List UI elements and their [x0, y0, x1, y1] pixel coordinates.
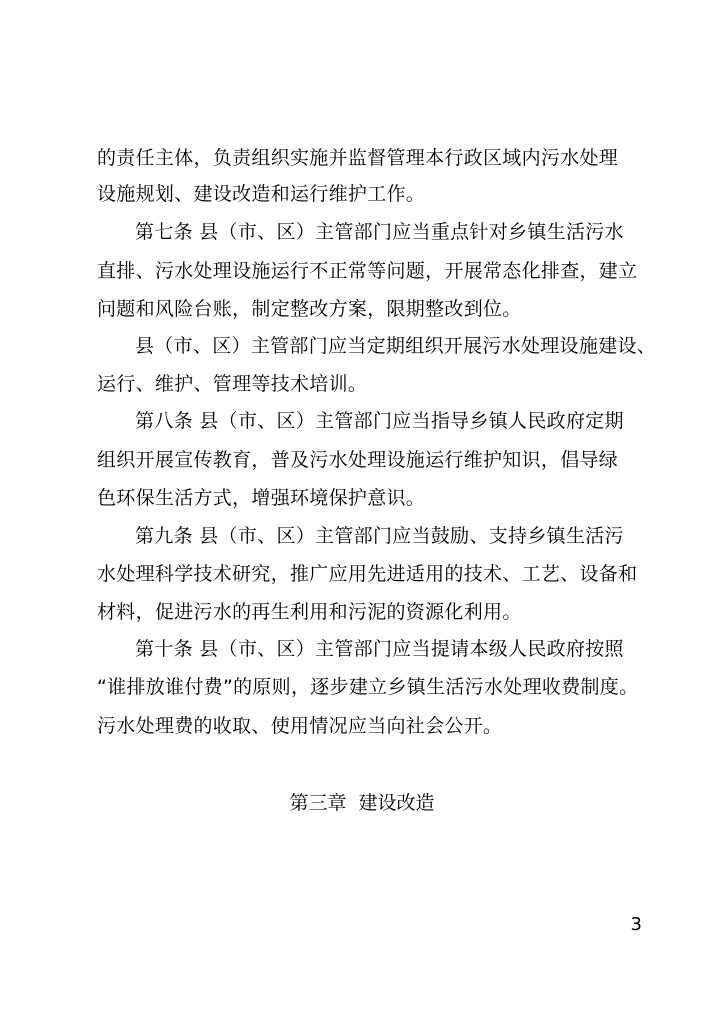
text-line: 运行、维护、管理等技术培训。	[97, 373, 368, 395]
text-line: 问题和风险台账，制定整改方案，限期整改到位。	[97, 298, 522, 320]
text-line: 县（市、区）主管部门应当定期组织开展污水处理设施建设、	[135, 335, 657, 357]
page-number: 3	[630, 914, 642, 935]
text-line: 的责任主体，负责组织实施并监督管理本行政区域内污水处理	[97, 147, 619, 169]
article-9-line: 第九条 县（市、区）主管部门应当鼓励、支持乡镇生活污	[135, 525, 624, 547]
text-line: 直排、污水处理设施运行不正常等问题，开展常态化排查，建立	[97, 260, 638, 282]
text-line: 水处理科学技术研究，推广应用先进适用的技术、工艺、设备和	[97, 563, 638, 585]
text-line: “谁排放谁付费”的原则，逐步建立乡镇生活污水处理收费制度。	[97, 676, 639, 698]
text-line: 色环保生活方式，增强环境保护意识。	[97, 487, 426, 509]
article-10-line: 第十条 县（市、区）主管部门应当提请本级人民政府按照	[135, 638, 624, 660]
article-8-line: 第八条 县（市、区）主管部门应当指导乡镇人民政府定期	[135, 410, 624, 432]
chapter-title: 第三章 建设改造	[289, 792, 435, 814]
text-line: 材料，促进污水的再生利用和污泥的资源化利用。	[97, 601, 522, 623]
text-line: 组织开展宣传教育，普及污水处理设施运行维护知识，倡导绿	[97, 449, 619, 471]
article-7-line: 第七条 县（市、区）主管部门应当重点针对乡镇生活污水	[135, 221, 624, 243]
text-line: 设施规划、建设改造和运行维护工作。	[97, 183, 426, 205]
text-line: 污水处理费的收取、使用情况应当向社会公开。	[97, 715, 503, 737]
